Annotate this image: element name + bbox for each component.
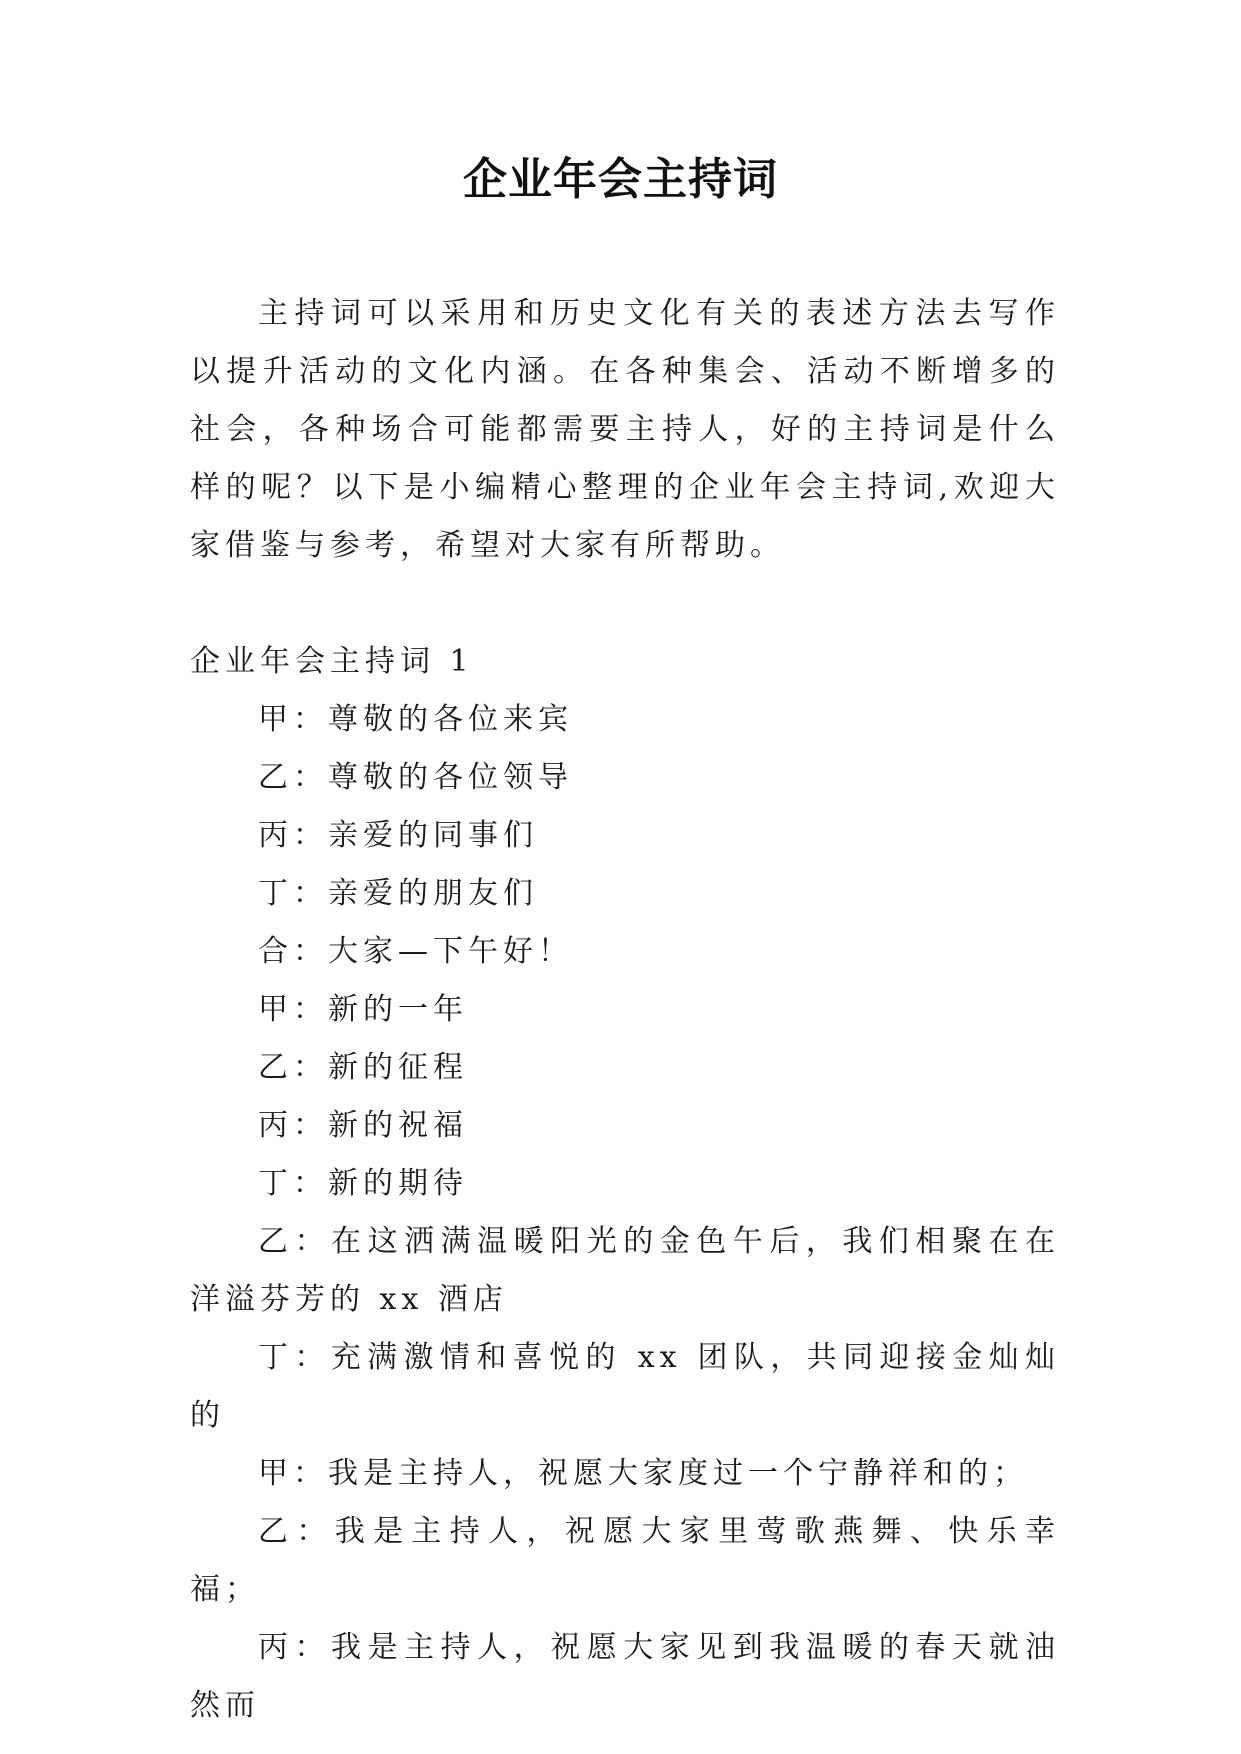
dialog-line: 甲：尊敬的各位来宾 xyxy=(258,702,573,737)
dialog-line: 乙：在这洒满温暖阳光的金色午后，我们相聚在在洋溢芬芳的 xx 酒店 xyxy=(190,1224,1060,1317)
document-title: 企业年会主持词 xyxy=(463,154,778,205)
dialog-line: 丙：亲爱的同事们 xyxy=(258,818,538,853)
dialog-line: 甲：我是主持人，祝愿大家度过一个宁静祥和的； xyxy=(258,1456,1028,1491)
dialog-line: 丙：新的祝福 xyxy=(258,1108,468,1143)
section-heading: 企业年会主持词 1 xyxy=(190,644,474,679)
document-body xyxy=(190,285,1060,1735)
dialog-line: 丙：我是主持人，祝愿大家见到我温暖的春天就油然而 xyxy=(190,1630,1060,1723)
dialog-line: 合：大家—下午好！ xyxy=(258,934,573,969)
dialog-line: 乙：尊敬的各位领导 xyxy=(258,760,573,795)
dialog-line: 乙：新的征程 xyxy=(258,1050,468,1085)
dialog-line: 丁：新的期待 xyxy=(258,1166,468,1201)
dialog-line: 乙：我是主持人，祝愿大家里莺歌燕舞、快乐幸福； xyxy=(190,1514,1060,1607)
intro-paragraph: 主持词可以采用和历史文化有关的表述方法去写作以提升活动的文化内涵。在各种集会、活动不断增多的社会，各种场合可能都需要主持人，好的主持词是什么样的呢？以下是小编精心整理的企业年会主持词,欢迎大家借鉴与参考，希望对大家有所帮助。 xyxy=(190,296,1060,563)
dialog-line: 丁：充满激情和喜悦的 xx 团队，共同迎接金灿灿的 xyxy=(190,1340,1060,1433)
dialog-line: 甲：新的一年 xyxy=(258,992,468,1027)
dialog-list xyxy=(190,691,1060,1735)
dialog-line: 丁：亲爱的朋友们 xyxy=(258,876,538,911)
